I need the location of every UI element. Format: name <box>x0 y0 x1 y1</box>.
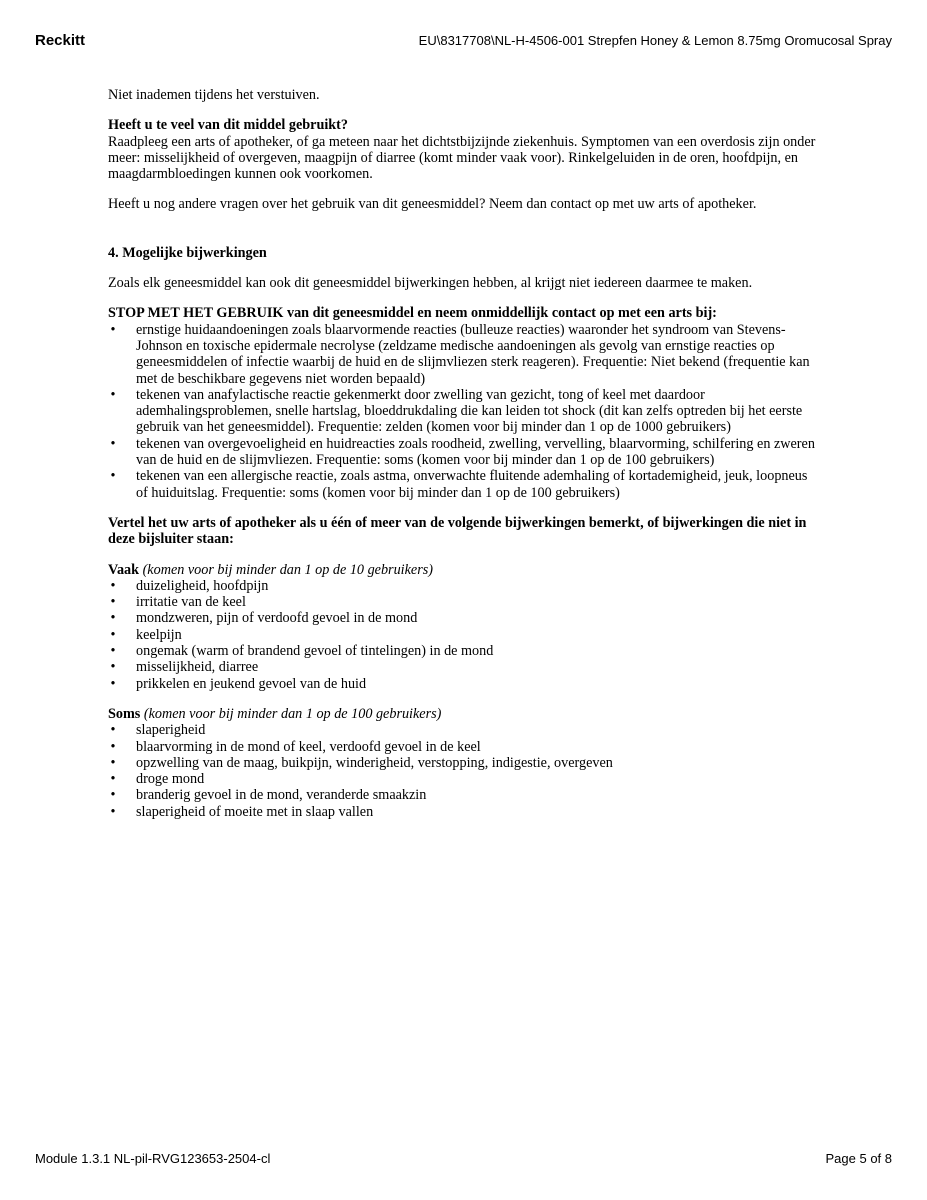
list-item <box>108 659 818 675</box>
document-reference: EU\8317708\NL-H-4506-001 Strepfen Honey & Lemon 8.75mg Oromucosal Spray <box>418 33 892 48</box>
list-item-text: mondzweren, pijn of verdoofd gevoel in de mond <box>136 610 418 627</box>
list-item-text: misselijkheid, diarree <box>136 659 259 676</box>
bullet-icon: • <box>110 610 116 627</box>
bullet-icon: • <box>110 675 116 692</box>
list-item-text: tekenen van anafylactische reactie gekenmerkt door zwelling van gezicht, tong of keel met daardoor ademhalingsproblemen, snelle hartslag, bloeddrukdaling die kan leiden tot shock (dit kan zelfs optreden bij het eerste gebruik van het geneesmiddel). Frequentie: zelden (komen voor bij minder dan 1 op de 1000 gebruikers) <box>136 386 803 436</box>
list-item-text: irritatie van de keel <box>136 594 246 611</box>
list-item <box>108 676 818 692</box>
list-item <box>108 578 818 594</box>
questions-text: Heeft u nog andere vragen over het gebruik van dit geneesmiddel? Neem dan contact op met uw arts of apotheker. <box>108 196 757 213</box>
bullet-icon: • <box>110 321 116 338</box>
list-item-text: slaperigheid <box>136 722 206 739</box>
page-number: Page 5 of 8 <box>825 1151 892 1166</box>
company-name: Reckitt <box>35 32 86 49</box>
frequency-note: (komen voor bij minder dan 1 op de 10 gebruikers) <box>142 561 433 578</box>
bullet-icon: • <box>110 594 116 611</box>
uncommon-side-effects-list <box>108 722 818 820</box>
list-item-text: tekenen van overgevoeligheid en huidreacties zoals roodheid, zwelling, vervelling, blaarvorming, schilfering en zweren van de huid en de slijmvliezen. Frequentie: soms (komen voor bij minder dan 1 op de 100 gebruikers) <box>136 435 815 469</box>
list-item <box>108 322 818 387</box>
list-item-text: tekenen van een allergische reactie, zoals astma, onverwachte fluitende ademhaling of kortademigheid, jeuk, loopneus of huiduitslag. Frequentie: soms (komen voor bij minder dan 1 op de 100 gebruikers) <box>136 468 808 501</box>
list-item <box>108 755 818 771</box>
list-item <box>108 739 818 755</box>
list-item-text: droge mond <box>136 771 205 788</box>
list-item <box>108 627 818 643</box>
frequency-note: (komen voor bij minder dan 1 op de 100 gebruikers) <box>143 705 442 722</box>
page-header <box>35 32 892 52</box>
bullet-icon: • <box>110 771 116 788</box>
common-side-effects-list <box>108 578 818 692</box>
list-item <box>108 643 818 659</box>
list-item-text: blaarvorming in de mond of keel, verdoofd gevoel in de keel <box>136 738 481 755</box>
list-item <box>108 387 818 436</box>
section-4-intro: Zoals elk geneesmiddel kan ook dit geneesmiddel bijwerkingen hebben, al krijgt niet iedereen daarmee te maken. <box>108 275 753 292</box>
section-4-heading: 4. Mogelijke bijwerkingen <box>108 244 267 261</box>
list-item <box>108 436 818 469</box>
stop-use-list <box>108 322 818 501</box>
stop-use-heading: STOP MET HET GEBRUIK van dit geneesmiddel en neem onmiddellijk contact op met een arts bij: <box>108 305 717 322</box>
module-reference: Module 1.3.1 NL-pil-RVG123653-2504-cl <box>35 1151 271 1166</box>
list-item-text: slaperigheid of moeite met in slaap vallen <box>136 803 374 820</box>
bullet-icon: • <box>110 659 116 676</box>
bullet-icon: • <box>110 386 116 403</box>
bullet-icon: • <box>110 754 116 771</box>
list-item-text: opzwelling van de maag, buikpijn, winderigheid, verstopping, indigestie, overgeven <box>136 754 613 771</box>
list-item-text: branderig gevoel in de mond, veranderde smaakzin <box>136 787 427 804</box>
frequency-uncommon-heading <box>108 706 818 722</box>
bullet-icon: • <box>110 722 116 739</box>
list-item-text: ongemak (warm of brandend gevoel of tintelingen) in de mond <box>136 643 494 660</box>
leaflet-content <box>108 87 818 820</box>
frequency-common-heading <box>108 562 818 578</box>
list-item-text: keelpijn <box>136 626 182 643</box>
inhale-warning: Niet inademen tijdens het verstuiven. <box>108 87 320 103</box>
list-item-text: duizeligheid, hoofdpijn <box>136 577 269 594</box>
bullet-icon: • <box>110 643 116 660</box>
list-item-text: ernstige huidaandoeningen zoals blaarvormende reacties (bulleuze reacties) waaronder het syndroom van Stevens-Johnson en toxische epidermale necrolyse (zeldzame medische aandoeningen als gevolg van ernstige reacties op geneesmiddelen of infectie waarbij de huid en de slijmvliezen sterk reageren). Frequentie: Niet bekend (frequentie kan met de beschikbare gegevens niet worden bepaald) <box>136 321 810 387</box>
bullet-icon: • <box>110 468 116 485</box>
list-item <box>108 722 818 738</box>
list-item <box>108 771 818 787</box>
page-footer <box>35 1151 892 1169</box>
bullet-icon: • <box>110 738 116 755</box>
overdose-heading: Heeft u te veel van dit middel gebruikt? <box>108 117 348 134</box>
list-item <box>108 468 818 501</box>
bullet-icon: • <box>110 577 116 594</box>
tell-doctor-heading: Vertel het uw arts of apotheker als u één of meer van de volgende bijwerkingen bemerkt, of bijwerkingen die niet in deze bijsluiter staan: <box>108 514 807 548</box>
list-item <box>108 787 818 803</box>
frequency-label: Soms <box>108 705 141 722</box>
list-item <box>108 594 818 610</box>
list-item <box>108 804 818 820</box>
bullet-icon: • <box>110 787 116 804</box>
bullet-icon: • <box>110 803 116 820</box>
overdose-text: Raadpleeg een arts of apotheker, of ga meteen naar het dichtstbijzijnde ziekenhuis. Symptomen van een overdosis zijn onder meer: misselijkheid of overgeven, maagpijn of diarree (komt minder vaak voor). Rinkelgeluiden in de oren, hoofdpijn, en maagdarmbloedingen kunnen ook voorkomen. <box>108 133 816 183</box>
list-item <box>108 610 818 626</box>
bullet-icon: • <box>110 626 116 643</box>
list-item-text: prikkelen en jeukend gevoel van de huid <box>136 675 367 692</box>
frequency-label: Vaak <box>108 561 140 578</box>
bullet-icon: • <box>110 435 116 452</box>
